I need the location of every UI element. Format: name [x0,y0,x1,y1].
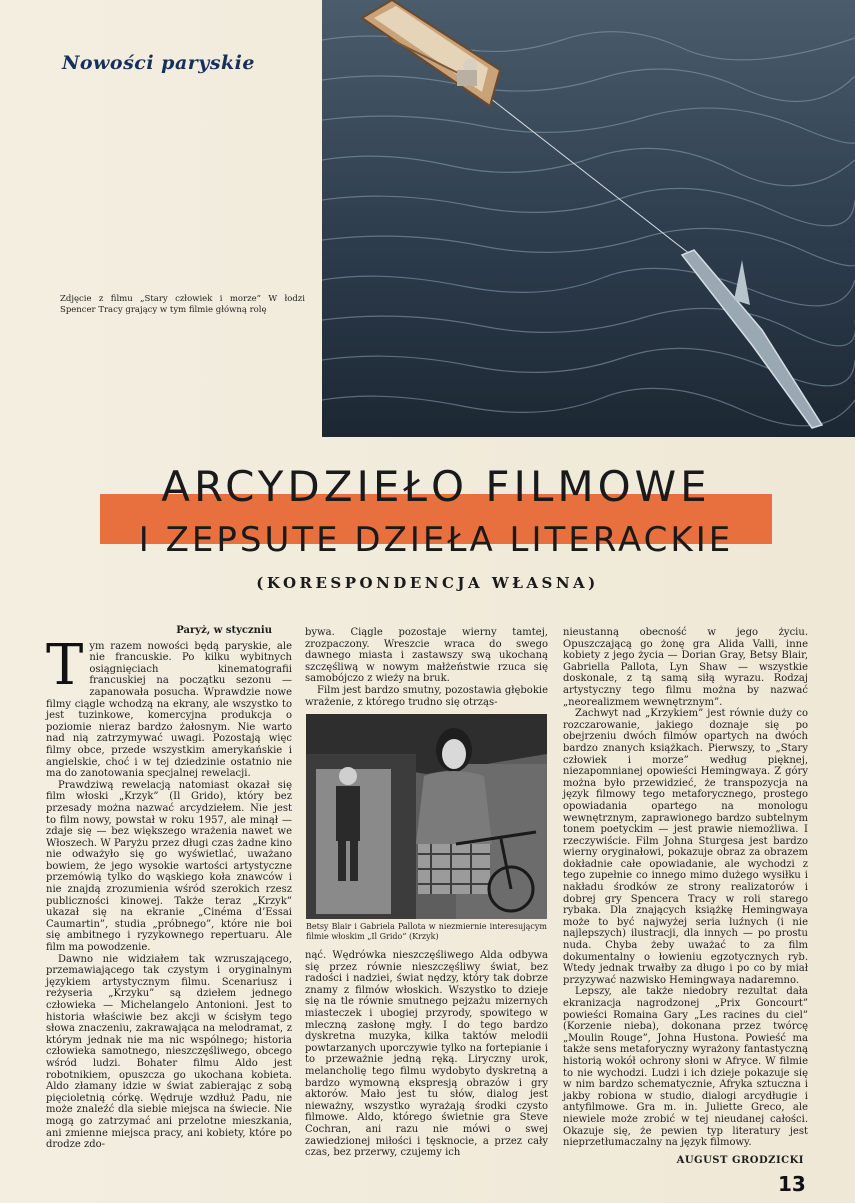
photo-mid-caption: Betsy Blair i Gabriela Pallota w niezmiernie interesującym filmie włoskim „Il Grido” (Krzyk) [306,922,547,941]
photo-top-caption: Zdjęcie z filmu „Stary człowiek i morze” W łodzi Spencer Tracy grający w tym filmie główną rolę [60,294,305,315]
headline-line-2: I ZEPSUTE DZIEŁA LITERACKIE [138,520,734,560]
dateline: Paryż, w styczniu [176,625,272,636]
photo-il-grido [306,714,547,919]
paragraph: nąć. Wędrówka nieszczęśliwego Alda odbywa się przez równie nieszczęśliwy świat, bez radości i nadziei, świat nędzy, który tak dobrze znamy z filmów włoskich. Wszystko to dzieje się na tle równie smutnego pejzażu mizernych miasteczek i ubogiej przyrody, spowitego w mleczną zasłonę mgły. I do tego bardzo dyskretna muzyka, kilka taktów melodii powtarzanych uporczywie tylko na fortepianie i to przeważnie jedną ręką. Liryczny urok, melancholię tego filmu wydobyto dyskretną a bardzo wymowną ekspresją obrazów i gry aktorów. Mało jest tu słów, dialog jest nieważny, wszystko wyrażają środki czysto filmowe. Aldo, którego świetnie gra Steve Cochran, ani razu nie mówi o swej zawiedzionej miłości i tęsknocie, a przez cały czas, bez przerwy, czujemy ich [305,950,548,1159]
section-label: Nowości paryskie [62,52,255,74]
page-number: 13 [778,1172,806,1196]
paragraph: Prawdziwą rewelacją natomiast okazał się film włoski „Krzyk” (Il Grido), który bez przesady można nazwać arcydziełem. Nie jest to film nowy, powstał w roku 1957, ale minął — zdaje się — bez większego wrażenia nawet we Włoszech. W Paryżu przez długi czas żadne kino nie odważyło się go wyświetlać, uważano bowiem, że jego wysokie wartości artystyczne przemówią tylko do wąskiego koła znawców i nie znajdą zrozumienia wśród szerokich rzesz publiczności kinowej. Także teraz „Krzyk” ukazał się na ekranie „Cinéma d’Essai Caumartin”, studia „próbnego”, które nie boi się ambitnego i ryzykownego repertuaru. Ale film ma powodzenie. [46,779,292,954]
subtitle: (KORESPONDENCJA WŁASNA) [256,574,599,592]
article-column-1 [46,625,292,1151]
paragraph: ym razem nowości będą paryskie, ale nie francuskie. Po kilku wybitnych osiągnięciach kinematografii francuskiej na początku sezonu — zapanowała posucha. Wprawdzie nowe filmy ciągle wchodzą na ekrany, ale wszystko to jest tuzinkowe, komercyjna produkcja o poziomie nieraz bardzo żałosnym. Nie warto nad nią zatrzymywać uwagi. Pozostają więc filmy obce, przede wszystkim amerykańskie i angielskie, choć i w tej dziedzinie ostatnio nie ma do zanotowania specjalnej rewelacji. [46,640,292,780]
author-byline: AUGUST GRODZICKI [676,1154,804,1166]
paragraph: Zachwyt nad „Krzykiem” jest równie duży co rozczarowanie, jakiego doznaje się po obejrzeniu dwóch filmów opartych na dwóch bardzo znanych książkach. Pierwszy, to „Stary człowiek i morze” według pięknej, niezapomnianej opowieści Hemingwaya. Z góry można było przewidzieć, że transpozycja na język filmowy tego metaforycznego, prostego opowiadania opartego na monologu wewnętrznym, zaprawionego bardzo subtelnym tonem poetyckim — jest prawie niemożliwa. I rzeczywiście. Film Johna Sturgesa jest bardzo wierny oryginałowi, pokazuje obraz za obrazem dokładnie całe opowiadanie, ale wychodzi z tego zupełnie co innego mimo dużego wysiłku i nakładu środków ze strony realizatorów i dobrej gry Spencera Tracy w roli starego rybaka. Dla znających książkę Hemingwaya może to być najwyżej seria luźnych (i nie najlepszych) ilustracji, dla innych — po prostu nuda. Chyba żeby uważać to za film dokumentalny o łowieniu egzotycznych ryb. Wtedy jednak trwałby za długo i po co by miał przyzywać nazwisko Hemingwaya nadaremno. [563,708,808,986]
paragraph: Lepszy, ale także niedobry rezultat dała ekranizacja nagrodzonej „Prix Goncourt” powieści Romaina Gary „Les racines du ciel” (Korzenie nieba), dokonana przez twórcę „Moulin Rouge”, Johna Hustona. Powieść ma także sens metaforyczny wyrażony fantastyczną historią wokół ochrony słoni w Afryce. W filmie to nie wychodzi. Ludzi i ich dzieje pokazuje się w nim bardzo schematycznie, Afryka sztuczna i jakby robiona w studio, dialogi arcydługie i antyfilmowe. Gra m. in. Juliette Greco, ale niewiele może zrobić w tej nieudanej całości. Okazuje się, że pewien typ literatury jest nieprzetłumaczalny na język filmowy. [563,986,808,1149]
paragraph: Film jest bardzo smutny, pozostawia głębokie wrażenie, z którego trudno się otrząs- [305,684,548,708]
photo-old-man-and-sea [322,0,855,437]
headline-line-1: ARCYDZIEŁO FILMOWE [161,462,711,511]
paragraph: bywa. Ciągle pozostaje wierny tamtej, zrozpaczony. Wreszcie wraca do swego dawnego miasta i zastawszy swą ukochaną szczęśliwą w nowym małżeństwie rzuca się samobójczo z wieży na bruk. [305,627,548,685]
paragraph: nieustanną obecność w jego życiu. Opuszczającą go żonę gra Alida Valli, inne kobiety z jego życia — Dorian Gray, Betsy Blair, Gabriella Pallota, Lyn Shaw — wszystkie doskonale, z tą samą siłą wyrazu. Rodzaj artystyczny tego filmu można by nazwać „neorealizmem wewnętrznym”. [563,627,808,708]
article-column-2 [305,627,548,708]
article-column-3 [563,627,808,1166]
drop-cap: T [46,632,84,698]
paragraph: Dawno nie widziałem tak wzruszającego, przemawiającego tak czystym i oryginalnym językiem artystycznym filmu. Scenariusz i reżyseria „Krzyku” są dziełem jednego człowieka — Michelangelo Antonioni. Jest to historia właściwie bez akcji w ścisłym tego słowa znaczeniu, zakrawająca na melodramat, z którym jednak nie ma nic wspólnego; historia człowieka samotnego, nieszczęśliwego, obcego wśród ludzi. Bohater filmu Aldo jest robotnikiem, opuszcza go ukochana kobieta. Aldo złamany idzie w świat zabierając z sobą pięcioletnią córkę. Wędruje wzdłuż Padu, nie może znaleźć dla siebie miejsca na świecie. Nie mogą go zatrzymać ani przelotne mieszkania, ani zmienne miejsca pracy, ani kobiety, które po drodze zdo- [46,953,292,1151]
article-column-2-continued [305,950,548,1159]
